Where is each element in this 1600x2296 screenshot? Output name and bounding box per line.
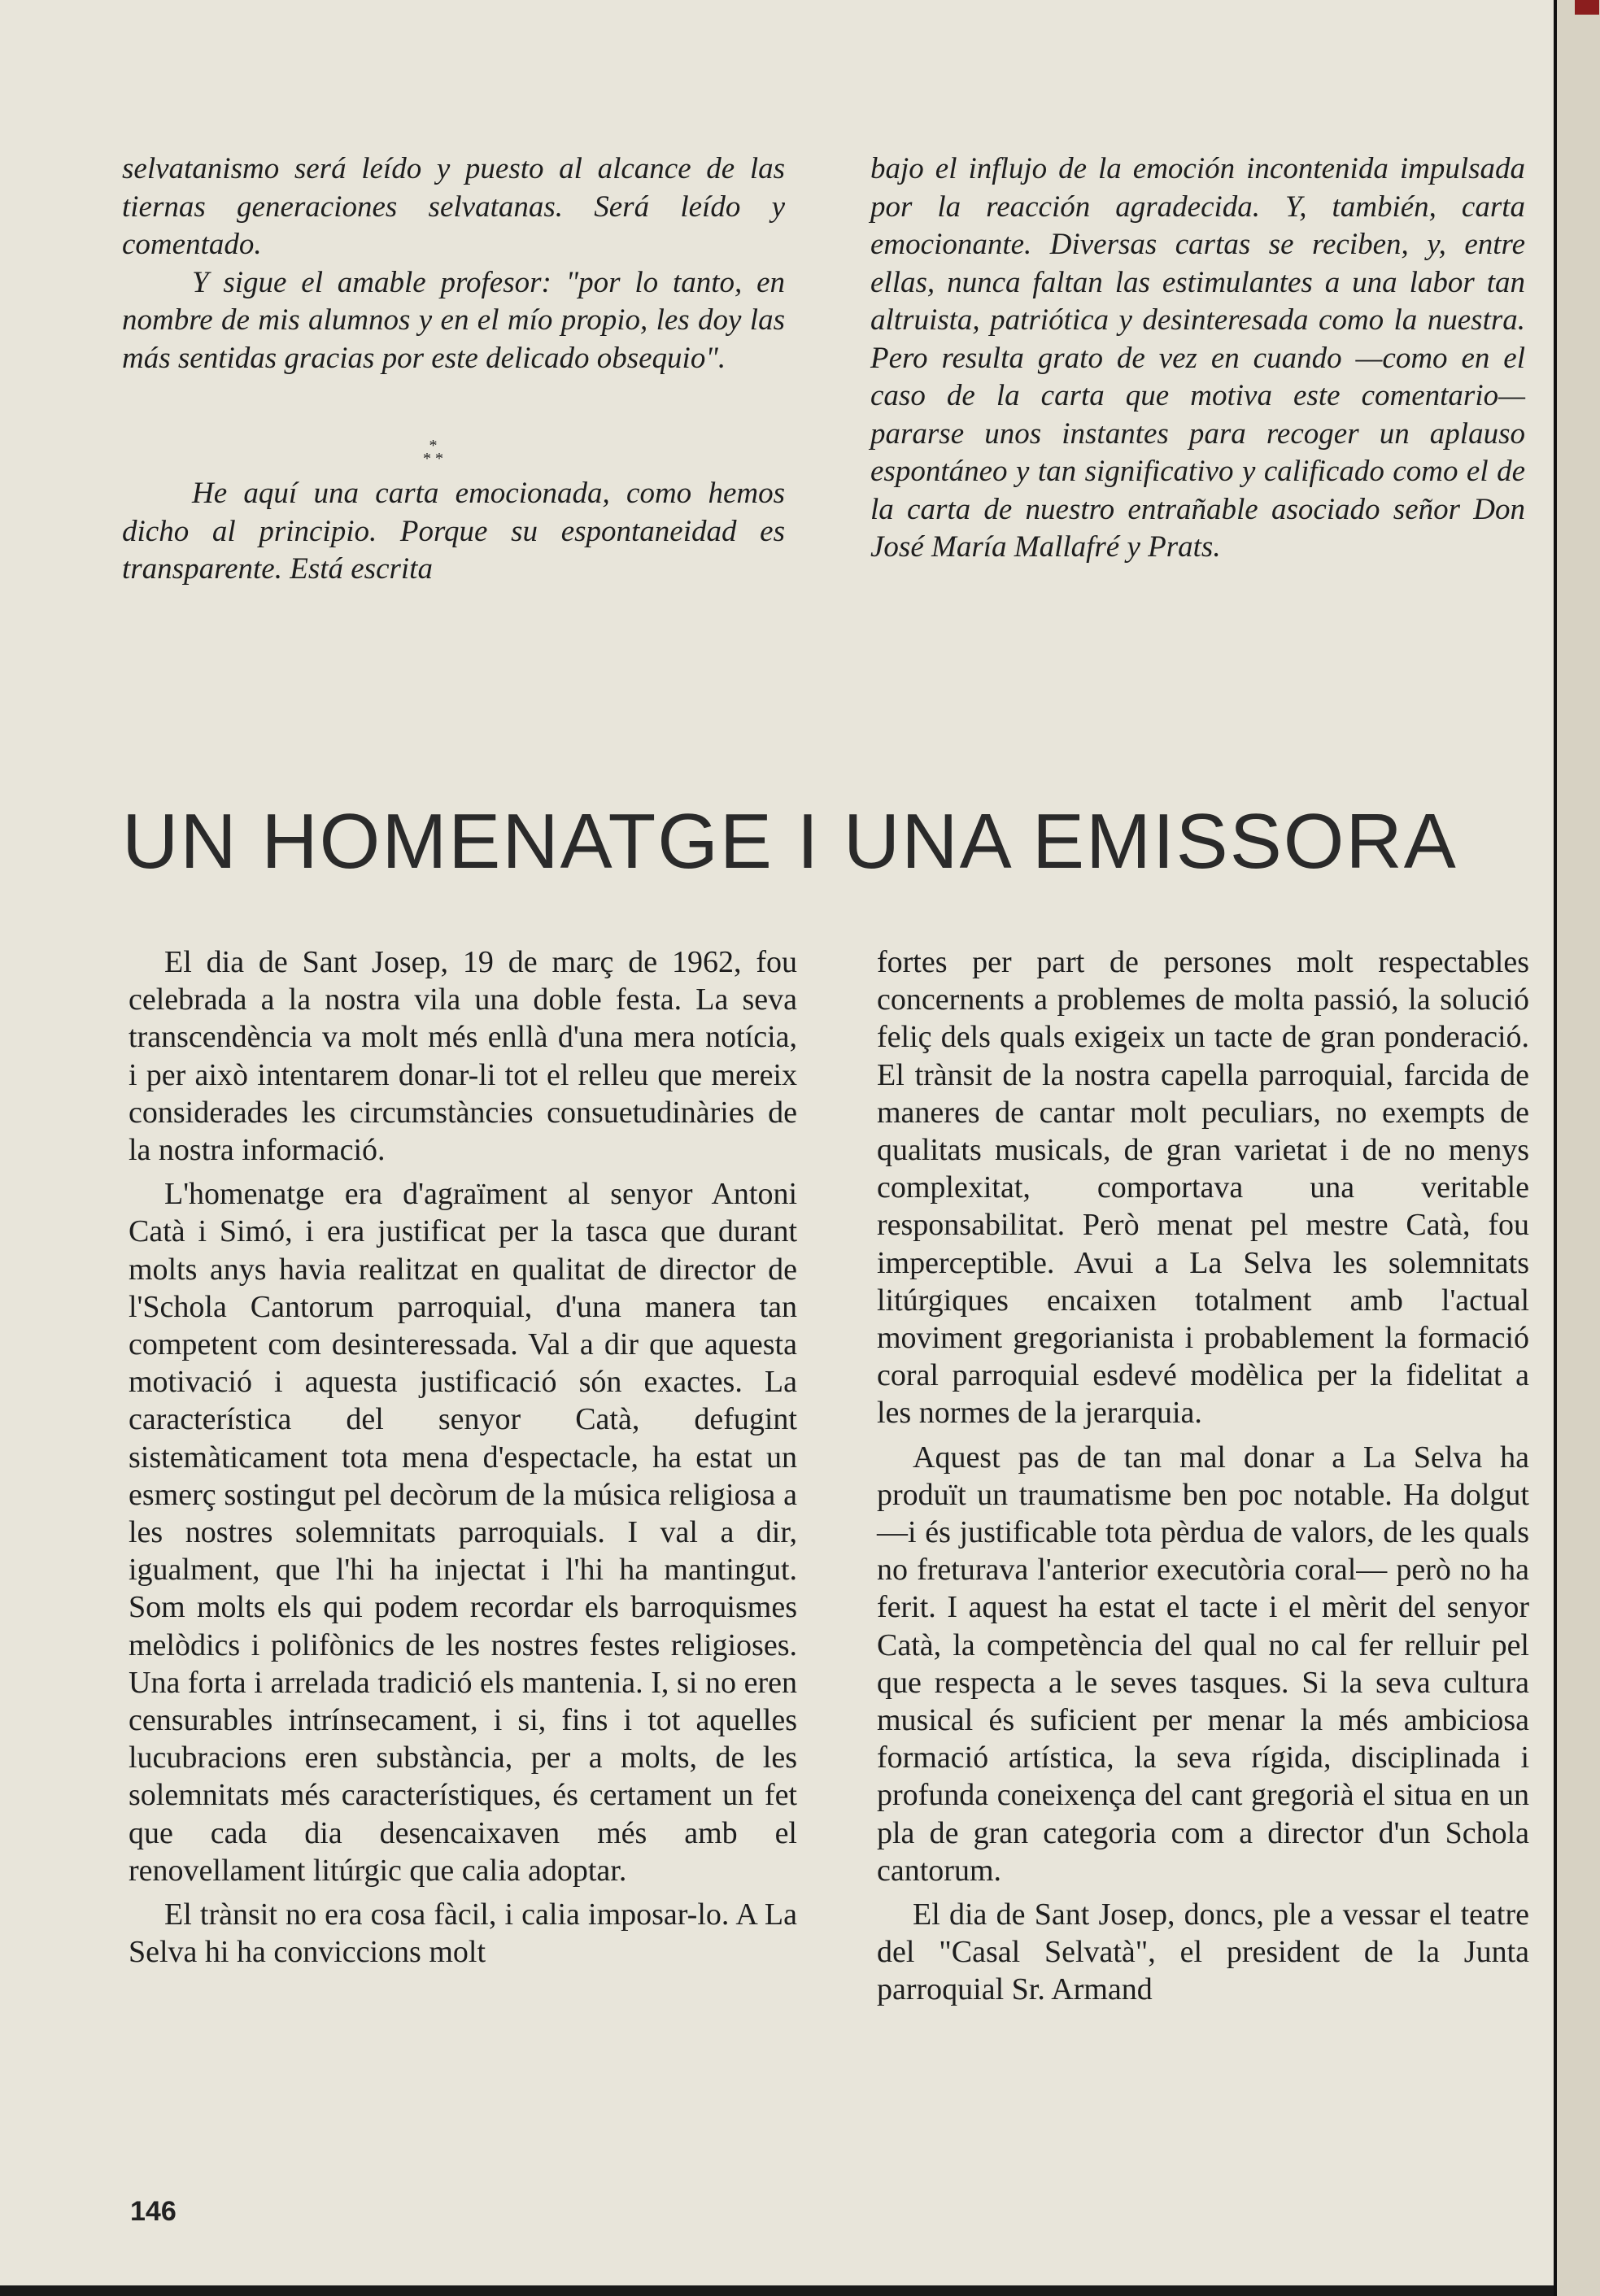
top-left-spacer (122, 377, 785, 475)
separator-star-top: * (429, 437, 438, 455)
article-left-paragraph-2: L'homenatge era d'agraïment al senyor Antoni Catà i Simó, i era justificat per la tasca que durant molts anys havia realitzat en qualitat de director de l'Schola Cantorum parroquial, d'una manera tan competent com desinteressada. Val a dir que aquesta motivació i aquesta justificació són exactes. La característica del senyor Catà, defugint sistemàticament tota mena d'espectacle, ha estat un esmerç sostingut pel decòrum de la música religiosa a les nostres solemnitats parroquials. I val a dir, igualment, que l'hi ha injectat i l'hi ha mantingut. Som molts els qui podem recordar els barroquismes melòdics i polifònics de les nostres festes religioses. Una forta i arrelada tradició els mantenia. I, si no eren censurables intrínsecament, i si, fins i tot aquelles lucubracions eren substància, per a molts, de les solemnitats més característiques, és certament un fet que cada dia desencaixaven més amb el renovellament litúrgic que calia adoptar. (129, 1177, 797, 1888)
article-right-paragraph-2: Aquest pas de tan mal donar a La Selva ha produït un traumatisme ben poc notable. Ha dolgut —i és justificable tota pèrdua de valors, de les quals no freturava l'anterior executòria coral— però no ha ferit. I aquest ha estat el tacte i el mèrit del senyor Catà, la competència del qual no cal fer relluir pel que respecta a le seves tasques. Si la seva cultura musical és suficient per menar la més ambiciosa formació artística, la seva rígida, disciplinada i profunda coneixença del cant gregorià el situa en un pla de gran categoria com a director d'un Schola cantorum. (877, 1440, 1529, 1888)
article-right-paragraph-1: fortes per part de persones molt respectables concernents a problemes de molta passió, la solució feliç dels quals exigeix un tacte de gran ponderació. El trànsit de la nostra capella parroquial, farcida de maneres de cantar molt peculiars, no exempts de qualitats musicals, de gran varietat i de no menys complexitat, comportava una veritable responsabilitat. Però menat pel mestre Catà, fou imperceptible. Avui a La Selva les solemnitats litúrgiques encaixen totalment amb l'actual moviment gregorianista i probablement la formació coral parroquial esdevé modèlica per la fidelitat a les normes de la jerarquia. (877, 945, 1529, 1431)
article-right-paragraph-3: El dia de Sant Josep, doncs, ple a vessar el teatre del "Casal Selvatà", el president de la Junta parroquial Sr. Armand (877, 1897, 1529, 2007)
article-left-paragraph-1: El dia de Sant Josep, 19 de març de 1962, fou celebrada a la nostra vila una doble festa. La seva transcendència va molt més enllà d'una mera notícia, i per això intentarem donar-li tot el relleu que mereix considerades les circumstàncies consuetudinàries de la nostra informació. (129, 945, 797, 1168)
separator-stars-bottom: * * (423, 450, 443, 468)
top-right-paragraph-1: bajo el influjo de la emoción incontenida impulsada por la reacción agradecida. Y, también, carta emocionante. Diversas cartas se reciben, y, entre ellas, nunca faltan las estimulantes a una labor tan altruista, patriótica y desinteresada como la nuestra. Pero resulta grato de vez en cuando —como en el caso de la carta que motiva este comentario— pararse unos instantes para recoger un aplauso espontáneo y tan significativo y calificado como el de la carta de nuestro entrañable asociado señor Don José María Mallafré y Prats. (870, 152, 1525, 564)
top-left-paragraph-2: Y sigue el amable profesor: "por lo tanto, en nombre de mis alumnos y en el mío propio, les doy las más sentidas gracias por este delicado obsequio". (122, 265, 785, 375)
article-right-column (877, 943, 1529, 2015)
top-right-column (870, 150, 1525, 567)
article-headline: UN HOMENATGE I UNA EMISSORA (122, 798, 1458, 885)
article-left-paragraph-3: El trànsit no era cosa fàcil, i calia imposar-lo. A La Selva hi ha conviccions molt (129, 1897, 797, 1970)
top-left-paragraph-3: He aquí una carta emocionada, como hemos dicho al principio. Porque su espontaneidad es transparente. Está escrita (122, 477, 785, 586)
page-number: 146 (130, 2196, 177, 2227)
binding-tab (1575, 0, 1599, 15)
adjacent-page-edge (1554, 0, 1600, 2296)
article-left-column (129, 943, 797, 1977)
top-left-column (122, 150, 785, 589)
section-separator (423, 437, 443, 468)
top-left-paragraph-1: selvatanismo será leído y puesto al alcance de las tiernas generaciones selvatanas. Será leído y comentado. (122, 152, 785, 261)
